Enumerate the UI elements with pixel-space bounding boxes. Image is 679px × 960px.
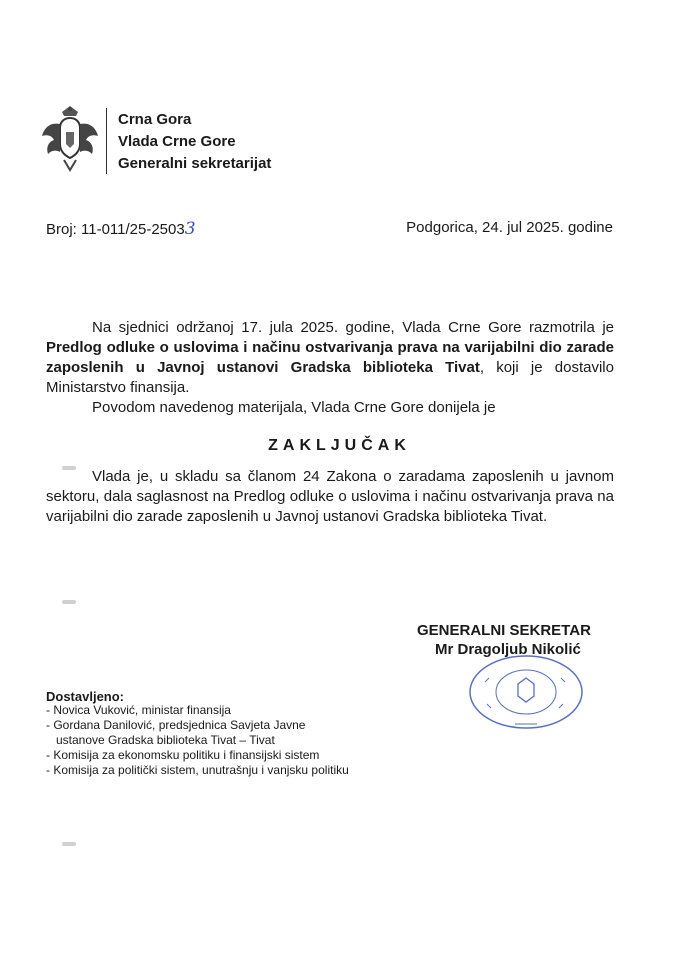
list-item: - Komisija za politički sistem, unutrašnju i vanjsku politiku — [46, 763, 349, 777]
official-stamp-icon — [465, 652, 587, 732]
signatory-role: GENERALNI SEKRETAR — [417, 622, 591, 639]
secretariat-name: Generalni sekretarijat — [118, 155, 272, 172]
government-name: Vlada Crne Gore — [118, 133, 236, 150]
coat-of-arms-icon — [40, 104, 100, 172]
scan-speck — [62, 842, 76, 846]
scan-speck — [62, 600, 76, 604]
place-date: Podgorica, 24. jul 2025. godine — [406, 219, 613, 236]
conclusion-text: Vlada je, u skladu sa članom 24 Zakona o zaradama zaposlenih u javnom sektoru, dala saglasnost na Predlog odluke o uslovima i načinu ostvarivanja prava na varijabilni dio zarade zaposlenih u Javnoj ustanovi Gradska biblioteka Tivat. — [46, 468, 614, 525]
conclusion-title: ZAKLJUČAK — [268, 437, 411, 454]
list-item: - Novica Vuković, ministar finansija — [46, 703, 231, 717]
scan-speck — [62, 466, 76, 470]
intro-paragraph-2: Povodom navedenog materijala, Vlada Crne Gore donijela je — [92, 399, 496, 416]
intro-paragraph: Na sjednici održanoj 17. jula 2025. godine, Vlada Crne Gore razmotrila je Predlog odluke o uslovima i načinu ostvarivanja prava na varijabilni dio zarade zaposlenih u Javnoj ustanovi Gradska biblioteka Tivat, koji je dostavilo Ministarstvo finansija. — [46, 319, 614, 396]
handwritten-mark: 3 — [184, 219, 196, 239]
signatory-name: Mr Dragoljub Nikolić — [435, 641, 581, 658]
list-item: - Gordana Danilović, predsjednica Savjeta Javne ustanove Gradska biblioteka Tivat – Tivat — [46, 718, 306, 747]
delivered-title: Dostavljeno: — [46, 689, 125, 704]
list-item: - Komisija za ekonomsku politiku i finansijski sistem — [46, 748, 320, 762]
header-divider — [106, 108, 107, 174]
intro-subject: Predlog odluke o uslovima i načinu ostvarivanja prava na varijabilni dio zarade zaposlenih u Javnoj ustanovi Gradska biblioteka Tivat — [46, 339, 614, 376]
document-number: Broj: 11-011/25-25033 — [46, 219, 196, 239]
country-name: Crna Gora — [118, 111, 192, 128]
delivered-list — [46, 703, 349, 778]
